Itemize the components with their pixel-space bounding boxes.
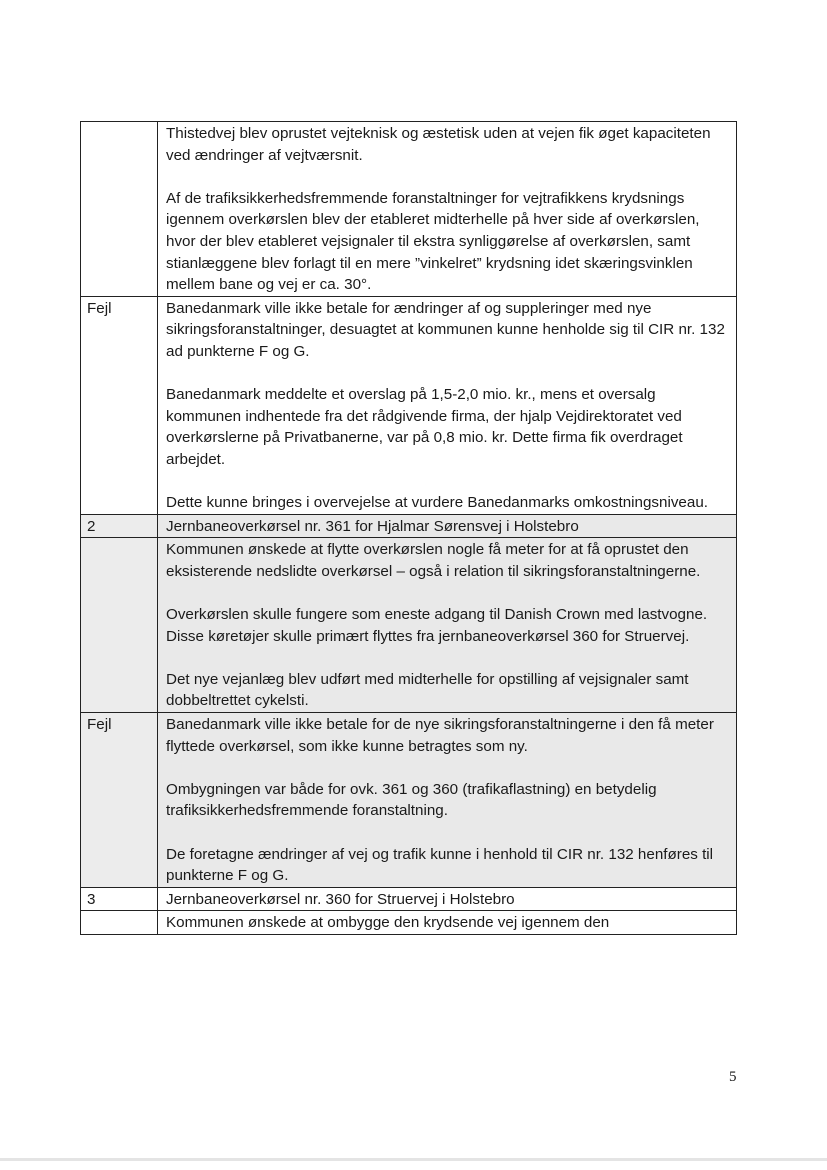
row-label: Fejl [81, 713, 158, 888]
row-label: Fejl [81, 296, 158, 514]
table-row [81, 538, 737, 713]
row-content [158, 538, 737, 713]
row-label: 3 [81, 887, 158, 911]
paragraph: Banedanmark meddelte et overslag på 1,5-2,0 mio. kr., mens et oversalg kommunen indhentede fra det rådgivende firma, der hjalp Vejdirektoratet ved overkørslerne på Privatbanerne, var på 0,8 mio. kr. Dette firma fik overdraget arbejdet. [166, 386, 683, 468]
paragraph: De foretagne ændringer af vej og trafik kunne i henhold til CIR nr. 132 henføres til punkterne F og G. [166, 845, 714, 885]
paragraph: Overkørslen skulle fungere som eneste adgang til Danish Crown med lastvogne. Disse køretøjer skulle primært flyttes fra jernbaneoverkørsel 360 for Struervej. [166, 606, 708, 645]
row-label: 2 [81, 514, 158, 538]
table-row [81, 911, 737, 935]
scan-edge [0, 1158, 827, 1161]
row-label [81, 911, 158, 935]
section-heading: Jernbaneoverkørsel nr. 360 for Struervej i Holstebro [166, 890, 515, 908]
table-row [81, 296, 737, 514]
paragraph: Banedanmark ville ikke betale for ændringer af og suppleringer med nye sikringsforanstaltninger, desuagtet at kommunen kunne henholde sig til CIR nr. 132 ad punkterne F og G. [166, 299, 725, 360]
row-label [81, 538, 158, 713]
section-heading: Jernbaneoverkørsel nr. 361 for Hjalmar Sørensvej i Holstebro [166, 517, 579, 535]
document-table [80, 121, 737, 935]
paragraph: Thistedvej blev oprustet vejteknisk og æstetisk uden at vejen fik øget kapaciteten ved ændringer af vejtværsnit. [166, 125, 711, 164]
table-row [81, 887, 737, 911]
row-content [158, 122, 737, 297]
row-content [158, 887, 737, 911]
row-content [158, 296, 737, 514]
row-content [158, 911, 737, 935]
paragraph: Det nye vejanlæg blev udført med midterhelle for opstilling af vejsignaler samt dobbeltrettet cykelsti. [166, 670, 689, 710]
table-row [81, 514, 737, 538]
row-content [158, 514, 737, 538]
paragraph: Kommunen ønskede at flytte overkørslen nogle få meter for at få oprustet den eksisterende nedslidte overkørsel – også i relation til sikringsforanstaltningerne. [166, 541, 701, 580]
row-label [81, 122, 158, 297]
paragraph: Af de trafiksikkerhedsfremmende foranstaltninger for vejtrafikkens krydsnings igennem overkørslen blev der etableret midterhelle på hver side af overkørslen, hvor der blev etableret vejsignaler til ekstra synliggørelse af overkørslen, samt stianlæggene blev forlagt til en mere ”vinkelret” krydsning idet skæringsvinklen mellem bane og vej er ca. 30°. [166, 189, 700, 294]
paragraph: Dette kunne bringes i overvejelse at vurdere Banedanmarks omkostningsniveau. [166, 494, 708, 512]
paragraph: Kommunen ønskede at ombygge den krydsende vej igennem den [166, 914, 610, 932]
paragraph: Banedanmark ville ikke betale for de nye sikringsforanstaltningerne i den få meter flyttede overkørsel, som ikke kunne betragtes som ny. [166, 716, 714, 755]
table-row [81, 122, 737, 297]
table-row [81, 713, 737, 888]
page-number: 5 [729, 1069, 737, 1085]
paragraph: Ombygningen var både for ovk. 361 og 360 (trafikaflastning) en betydelig trafiksikkerhedsfremmende foranstaltning. [166, 780, 657, 820]
row-content [158, 713, 737, 888]
